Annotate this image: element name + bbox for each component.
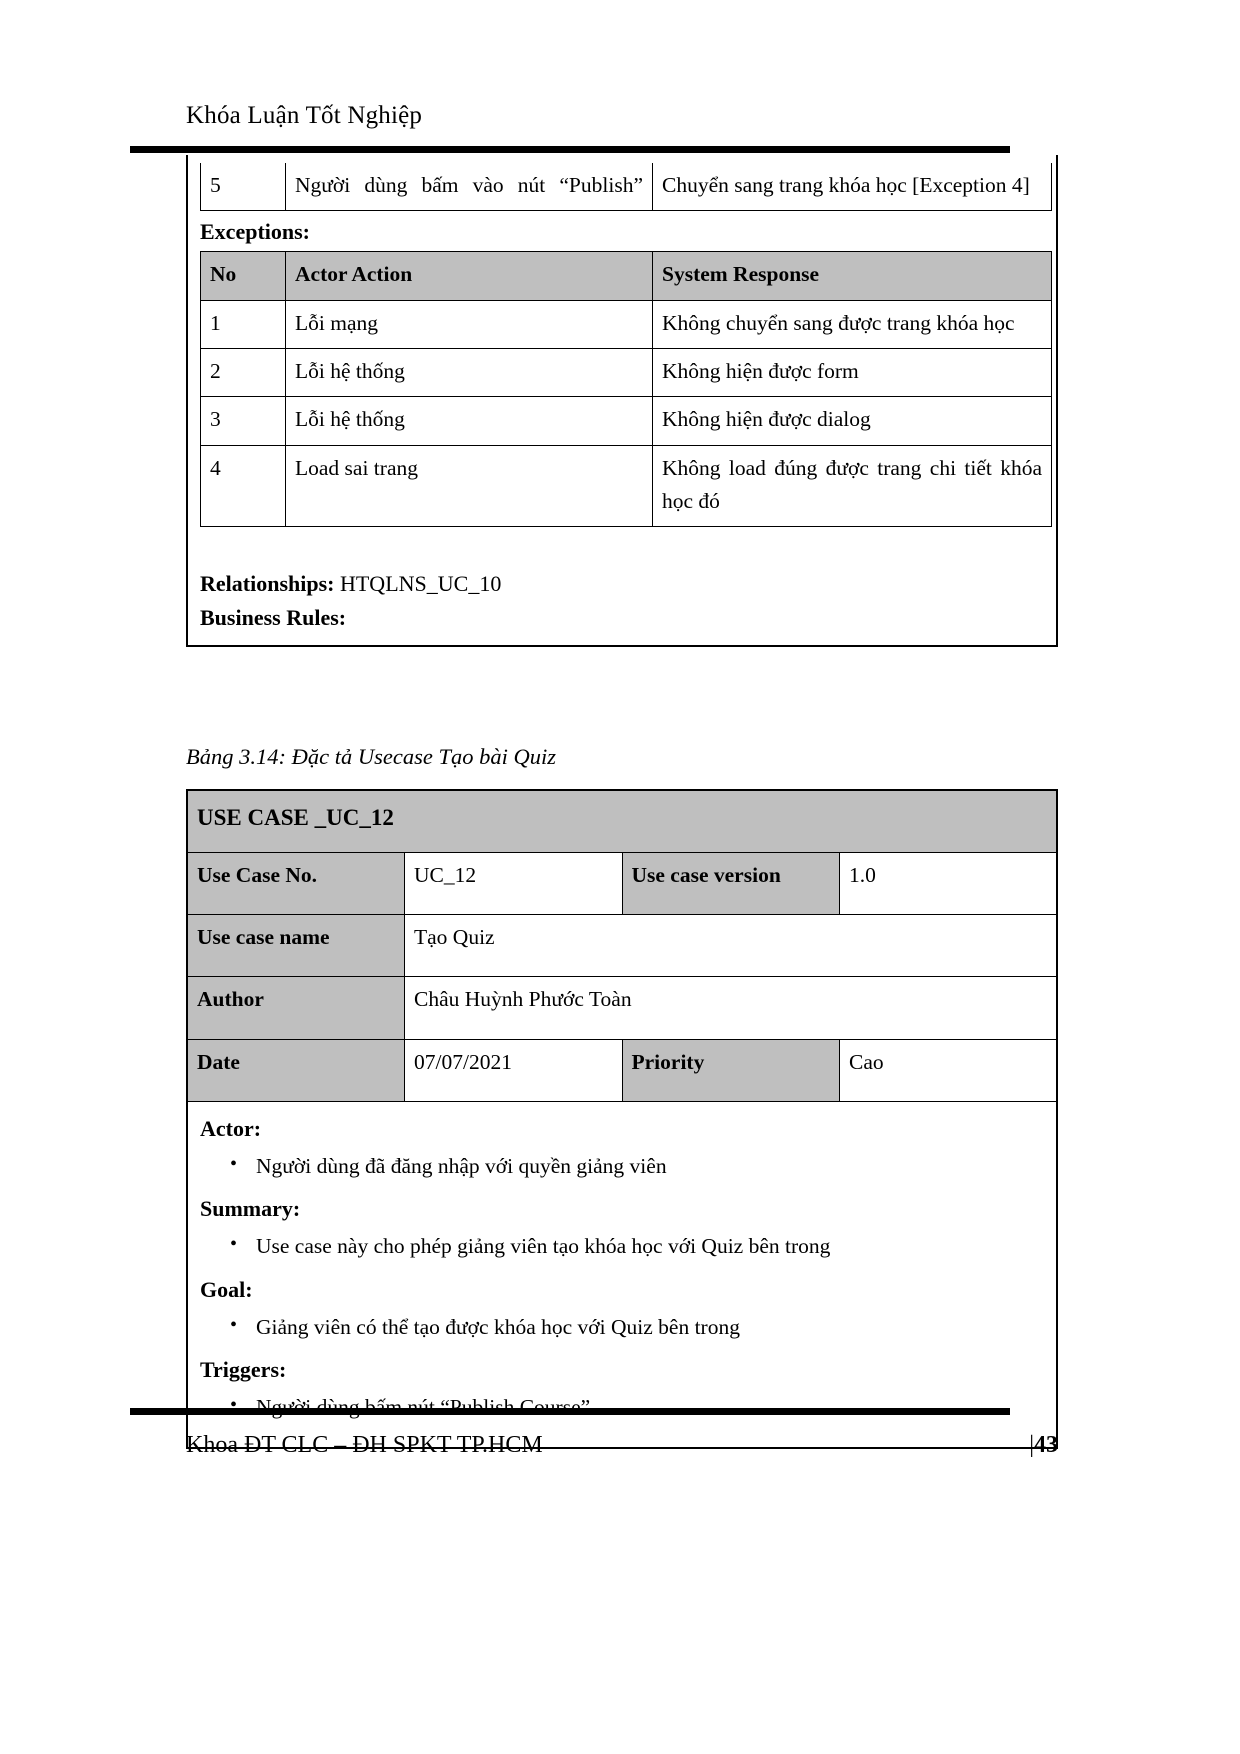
use-case-name-label: Use case name: [187, 914, 405, 976]
list-item: • Use case này cho phép giảng viên tạo khóa học với Quiz bên trong: [256, 1230, 1046, 1262]
exception-no-cell: 2: [201, 348, 286, 396]
table-row: [187, 914, 1057, 976]
goal-list: [198, 1311, 1046, 1343]
table-row: [187, 852, 1057, 914]
relationships-value: HTQLNS_UC_10: [339, 571, 502, 597]
table-row: [187, 1039, 1057, 1101]
table-caption: Bảng 3.14: Đặc tả Usecase Tạo bài Quiz: [186, 744, 556, 769]
exceptions-header-system-response: System Response: [653, 252, 1052, 300]
use-case-name-value: Tạo Quiz: [405, 914, 1058, 976]
date-label: Date: [187, 1039, 405, 1101]
step-actor-action-cell: Người dùng bấm vào nút “Publish”: [286, 163, 653, 211]
step-system-response-cell: Chuyển sang trang khóa học [Exception 4]: [653, 163, 1052, 211]
usecase-specification-table: [186, 789, 1058, 1449]
actor-heading: Actor:: [200, 1115, 262, 1141]
use-case-no-value: UC_12: [405, 852, 623, 914]
priority-label: Priority: [622, 1039, 840, 1101]
usecase-uc12-wrapper: [186, 789, 1058, 1449]
use-case-version-label: Use case version: [622, 852, 840, 914]
exception-system-response-cell: Không hiện được form: [653, 348, 1052, 396]
goal-heading: Goal:: [200, 1276, 253, 1302]
usecase-title-cell: USE CASE _UC_12: [187, 790, 1057, 852]
exception-actor-action-cell: Lỗi hệ thống: [286, 348, 653, 396]
summary-heading: Summary:: [200, 1196, 301, 1222]
table-row: [187, 977, 1057, 1039]
footer-institution: Khoa ĐT CLC – ĐH SPKT TP.HCM: [186, 1432, 543, 1458]
step-no-cell: 5: [201, 163, 286, 211]
exceptions-header-actor-action: Actor Action: [286, 252, 653, 300]
table-row: [201, 163, 1052, 211]
running-header-title: Khóa Luận Tốt Nghiệp: [186, 102, 423, 129]
exception-actor-action-cell: Lỗi hệ thống: [286, 397, 653, 445]
author-label: Author: [187, 977, 405, 1039]
list-item: • Người dùng đã đăng nhập với quyền giảng viên: [256, 1150, 1046, 1182]
triggers-heading: Triggers:: [200, 1356, 287, 1382]
main-flow-steps-table: [200, 163, 1052, 211]
table-header-row: [187, 790, 1057, 852]
exception-no-cell: 4: [201, 445, 286, 527]
actor-list: [198, 1150, 1046, 1182]
usecase-detail-blocks-cell: [187, 1101, 1057, 1448]
date-value: 07/07/2021: [405, 1039, 623, 1101]
relationships-line: [200, 571, 1056, 597]
exceptions-header-no: No: [201, 252, 286, 300]
usecase-continuation-box: [186, 155, 1058, 647]
exception-actor-action-cell: Lỗi mạng: [286, 300, 653, 348]
table-row: [201, 397, 1052, 445]
exception-no-cell: 3: [201, 397, 286, 445]
table-row: [187, 1101, 1057, 1448]
footer-separator: |: [1029, 1432, 1034, 1458]
exception-actor-action-cell: Load sai trang: [286, 445, 653, 527]
list-item: • Giảng viên có thể tạo được khóa học với Quiz bên trong: [256, 1311, 1046, 1343]
table-row: [201, 300, 1052, 348]
table-header-row: [201, 252, 1052, 300]
table-row: [201, 348, 1052, 396]
summary-list: [198, 1230, 1046, 1262]
exception-no-cell: 1: [201, 300, 286, 348]
use-case-version-value: 1.0: [840, 852, 1058, 914]
business-rules-label: Business Rules:: [200, 605, 347, 631]
header-divider-rule: [130, 146, 1010, 153]
exceptions-label: Exceptions:: [200, 219, 310, 245]
footer-page-block: [1029, 1432, 1058, 1459]
exception-system-response-cell: Không chuyển sang được trang khóa học: [653, 300, 1052, 348]
relationships-label: Relationships:: [200, 571, 335, 597]
exception-system-response-cell: Không load đúng được trang chi tiết khóa học đó: [653, 445, 1052, 527]
author-value: Châu Huỳnh Phước Toàn: [405, 977, 1058, 1039]
footer-divider-rule: [130, 1408, 1010, 1415]
priority-value: Cao: [840, 1039, 1058, 1101]
table-row: [201, 445, 1052, 527]
business-rules-line: [200, 605, 1056, 631]
exceptions-table: [200, 251, 1052, 527]
use-case-no-label: Use Case No.: [187, 852, 405, 914]
page-number: 43: [1034, 1432, 1058, 1458]
exception-system-response-cell: Không hiện được dialog: [653, 397, 1052, 445]
